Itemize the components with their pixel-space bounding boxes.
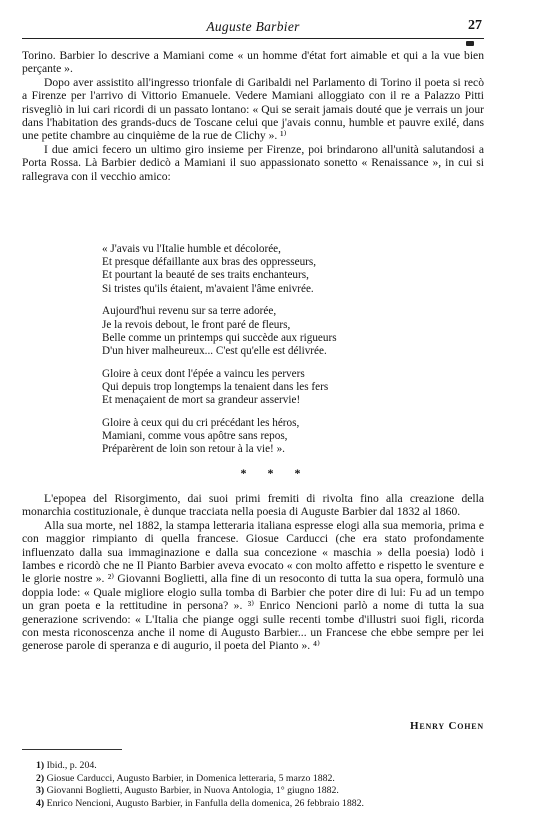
page-number: 27 — [468, 18, 482, 33]
verse-line: Et presque défaillante aux bras des oppresseurs, — [102, 256, 317, 269]
verse-line: Qui depuis trop longtemps la tenaient dans les fers — [102, 380, 329, 393]
verse-line: Gloire à ceux qui du cri précédant les héros, — [102, 416, 300, 429]
paragraph-3: I due amici fecero un ultimo giro insieme per Firenze, poi brindarono all'unità salutandosi a Porta Rossa. Là Barbier dedicò a Mamiani il suo appassionato sonetto « Renaissance », in cui si rallegrava con il vecchio amico: — [22, 142, 484, 183]
footnote-text: Enrico Nencioni, Augusto Barbier, in Fanfulla della domenica, 26 febbraio 1882. — [46, 797, 365, 809]
footnote-number: 1) — [36, 760, 45, 771]
footnote-text: Giosue Carducci, Augusto Barbier, in Domenica letteraria, 5 marzo 1882. — [46, 772, 335, 784]
paragraph-2: Dopo aver assistito all'ingresso trionfale di Garibaldi nel Parlamento di Torino il poeta si recò a Firenze per l'arrivo di Vittorio Emanuele. Vedere Mamiani alloggiato con il re a Palazzo Pitti risvegliò in lui cari ricordi di un passato lontano: « Qui se serait jamais douté que je verrais un jour dans l'habitation des grands-ducs de Toscane celui que j'avais connu, humble et pauvre exilé, dans une petite chambre au cinquième de la rue de Clichy ». ¹⁾ — [22, 75, 484, 143]
paragraph-1: Torino. Barbier lo descrive a Mamiani come « un homme d'état fort aimable et qui a la vue bien perçante ». — [22, 49, 484, 76]
footnote-3 — [22, 785, 484, 798]
verse-line: Belle comme un printemps qui succède aux rigueurs — [102, 331, 337, 344]
footnote-number: 4) — [36, 797, 45, 809]
top-text-block — [22, 49, 484, 183]
verse-line: Je la revois debout, le front paré de fleurs, — [102, 318, 291, 331]
verse-line: Gloire à ceux dont l'épée a vaincu les pervers — [102, 367, 305, 380]
footnote-text: Ibid., p. 204. — [46, 760, 97, 771]
verse-line: « J'avais vu l'Italie humble et décolorée, — [102, 243, 281, 255]
verse-line: Aujourd'hui revenu sur sa terre adorée, — [102, 305, 277, 318]
footnote-number: 3) — [36, 785, 45, 797]
footnote-number: 2) — [36, 772, 45, 784]
bottom-text-block — [22, 492, 484, 653]
footnote-text: Giovanni Boglietti, Augusto Barbier, in Nuova Antologia, 1° giugno 1882. — [46, 785, 339, 797]
footnote-divider — [22, 749, 122, 750]
verse-line: D'un hiver malheureux... C'est qu'elle est délivrée. — [102, 344, 327, 357]
footnote-2 — [22, 773, 484, 786]
verse-line: Et pourtant la beauté de ses traits enchanteurs, — [102, 269, 309, 282]
footnotes — [22, 760, 484, 810]
verse-line: Si tristes qu'ils étaient, m'avaient l'âme enivrée. — [102, 282, 314, 295]
stanza-2 — [102, 305, 502, 358]
verse-line: Et menaçaient de mort sa grandeur asservie! — [102, 394, 301, 407]
author-signature: Henry Cohen — [410, 720, 484, 732]
paragraph-4: L'epopea del Risorgimento, dai suoi primi fremiti di rivolta fino alla creazione della monarchia costituzionale, è dunque tracciata nella poesia di Auguste Barbier dal 1832 al 1860. — [22, 492, 484, 519]
footnote-1 — [22, 760, 484, 773]
running-title: Auguste Barbier — [206, 19, 300, 34]
stanza-1 — [102, 243, 502, 296]
page-header — [22, 16, 484, 39]
section-separator: * * * — [240, 466, 310, 480]
stanza-4 — [102, 417, 502, 457]
footnote-4 — [22, 798, 484, 811]
sonnet-renaissance — [102, 243, 502, 466]
verse-line: Mamiani, comme vous apôtre sans repos, — [102, 429, 288, 442]
verse-line: Préparèrent de loin son retour à la vie! ». — [102, 443, 285, 456]
ink-mark — [466, 41, 474, 46]
paragraph-5: Alla sua morte, nel 1882, la stampa letteraria italiana espresse elogi alla sua memoria, prima e con maggior rimpianto di quella francese. Giosue Carducci (che era stato profondamente influenzato dalla sua immaginazione e dalla sua concezione « maschia » della poesia) lodò i Iambes e ricordò che ne Il Pianto Barbier aveva evocato « con molto affetto e rispetto le sventure e le glorie nostre ». ²⁾ Giovanni Boglietti, alla fine di un resoconto di tutta la sua opera, formulò una doppia lode: « Quale migliore elogio sulla tomba di Barbier che poter dire di lui: Fu ad un tempo un gran poeta e la rettitudine in persona? ». ³⁾ Enrico Nencioni parlò a nome di tutta la sua generazione scrivendo: « L'Italia che piange oggi sulle recenti tombe d'illustri suoi figli, ricorda con mesta riconoscenza anche il nome di Augusto Barbier... un Francese che ebbe sempre per lei generose parole di speranza e di augurio, il poeta del Pianto ». ⁴⁾ — [22, 518, 484, 653]
stanza-3 — [102, 368, 502, 408]
